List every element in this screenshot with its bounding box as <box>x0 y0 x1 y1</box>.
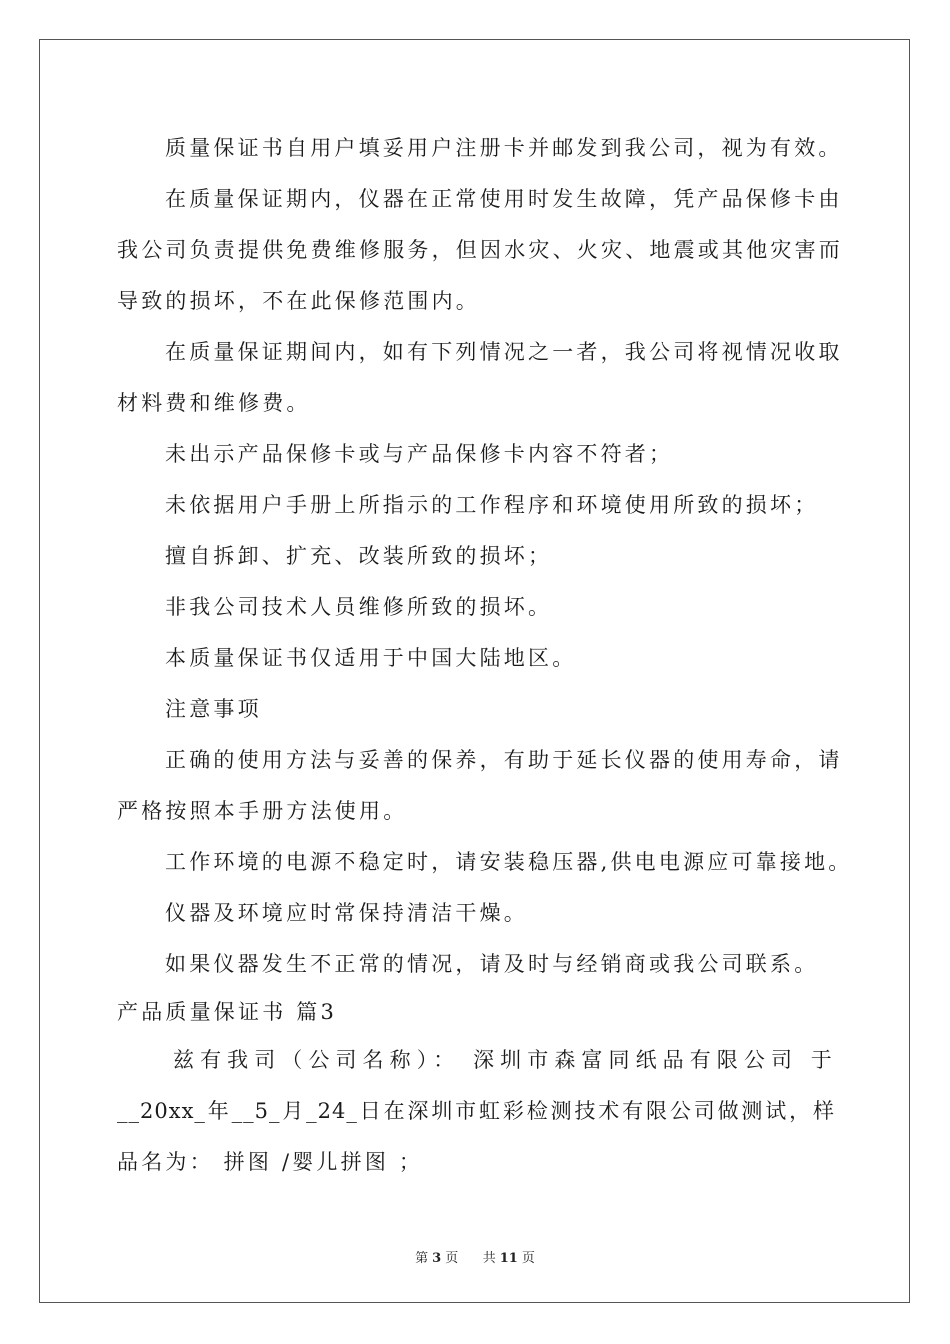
paragraph-line: 导致的损坏，不在此保修范围内。 <box>117 289 480 313</box>
total-suffix: 页 <box>521 1251 535 1266</box>
paragraph-line: __20xx_年__5_月_24_日在深圳市虹彩检测技术有限公司做测试，样 <box>117 1099 835 1123</box>
total-pages <box>481 1251 537 1266</box>
paragraph-line: 兹有我司（公司名称）： 深圳市森富同纸品有限公司 于 <box>173 1048 835 1072</box>
paragraph-line: 品名为： 拼图 /婴儿拼图 ； <box>117 1150 424 1174</box>
paragraph-line: 严格按照本手册方法使用。 <box>117 799 408 823</box>
paragraph-line: 未出示产品保修卡或与产品保修卡内容不符者； <box>165 442 674 466</box>
paragraph-line: 如果仪器发生不正常的情况，请及时与经销商或我公司联系。 <box>165 952 819 976</box>
total-prefix: 共 <box>482 1251 496 1266</box>
section-title: 产品质量保证书 篇3 <box>117 1000 338 1024</box>
paragraph-line: 非我公司技术人员维修所致的损坏。 <box>165 595 553 619</box>
paragraph-line: 工作环境的电源不稳定时，请安装稳压器,供电电源应可靠接地。 <box>165 850 853 874</box>
paragraph-line: 仪器及环境应时常保持清洁干燥。 <box>165 901 528 925</box>
paragraph-line: 在质量保证期内，仪器在正常使用时发生故障，凭产品保修卡由 <box>165 187 843 211</box>
page-number: 3 <box>432 1251 442 1266</box>
section-heading: 注意事项 <box>165 697 262 721</box>
total-number: 11 <box>499 1251 518 1266</box>
paragraph-line: 正确的使用方法与妥善的保养，有助于延长仪器的使用寿命，请 <box>165 748 843 772</box>
page-footer <box>0 1247 950 1266</box>
paragraph-line: 在质量保证期间内，如有下列情况之一者，我公司将视情况收取 <box>165 340 843 364</box>
page-suffix: 页 <box>445 1251 459 1266</box>
paragraph-line: 质量保证书自用户填妥用户注册卡并邮发到我公司，视为有效。 <box>165 136 843 160</box>
paragraph-line: 擅自拆卸、扩充、改装所致的损坏； <box>165 544 553 568</box>
paragraph-line: 未依据用户手册上所指示的工作程序和环境使用所致的损坏； <box>165 493 819 517</box>
paragraph-line: 材料费和维修费。 <box>117 391 311 415</box>
paragraph-line: 我公司负责提供免费维修服务，但因水灾、火灾、地震或其他灾害而 <box>117 238 843 262</box>
paragraph-line: 本质量保证书仅适用于中国大陆地区。 <box>165 646 577 670</box>
page-prefix: 第 <box>415 1251 429 1266</box>
page-indicator <box>413 1251 460 1266</box>
